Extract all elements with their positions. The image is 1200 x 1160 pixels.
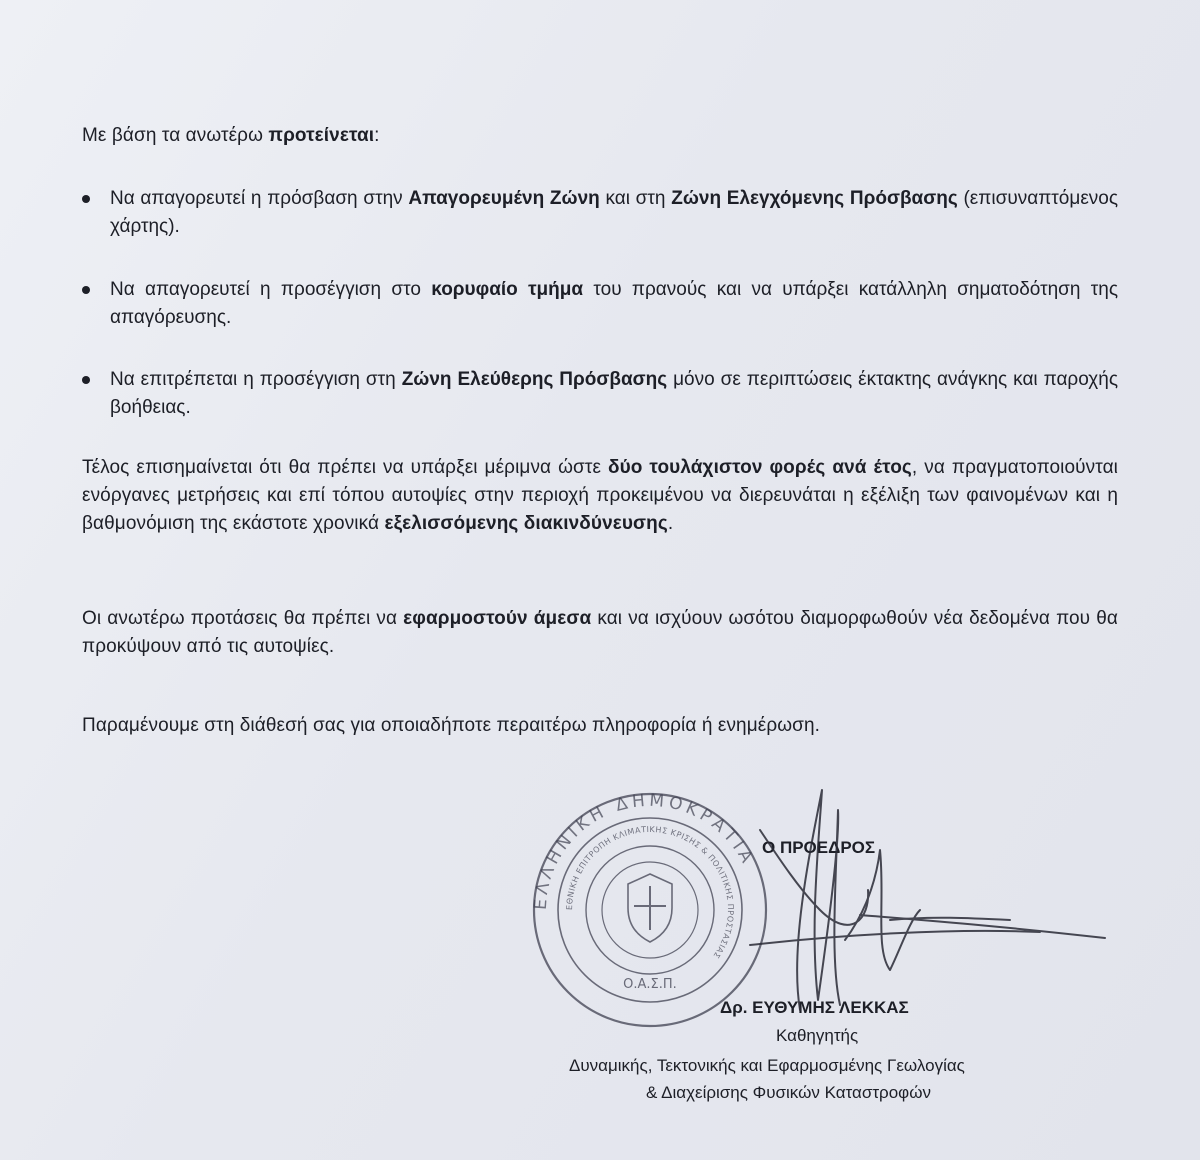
- intro-bold: προτείνεται: [268, 125, 375, 146]
- intro-line: [82, 122, 1118, 150]
- list-item: Να απαγορευτεί η πρόσβαση στην Απαγορευμένη Ζώνη και στη Ζώνη Ελεγχόμενης Πρόσβασης (επισυναπτόμενος χάρτης).: [82, 185, 1118, 241]
- bullet-icon: [82, 195, 90, 203]
- bullet-icon: [82, 286, 90, 294]
- signatory-name: Δρ. ΕΥΘΥΜΗΣ ΛΕΚΚΑΣ: [720, 998, 909, 1017]
- intro-text: Με βάση τα ανωτέρω: [82, 125, 269, 146]
- paragraph-implementation: Οι ανωτέρω προτάσεις θα πρέπει να εφαρμοστούν άμεσα και να ισχύουν ωσότου διαμορφωθούν νέα δεδομένα που θα προκύψουν από τις αυτοψίες.: [82, 608, 1118, 657]
- paragraph-closing: Παραμένουμε στη διάθεσή σας για οποιαδήποτε περαιτέρω πληροφορία ή ενημέρωση.: [82, 715, 821, 736]
- signatory-department: Δυναμικής, Τεκτονικής και Εφαρμοσμένης Γεωλογίας: [569, 1056, 965, 1075]
- stamp-inner-text: ΕΘΝΙΚΗ ΕΠΙΤΡΟΠΗ ΚΛΙΜΑΤΙΚΗΣ ΚΡΙΣΗΣ & ΠΟΛΙΤΙΚΗΣ ΠΡΟΣΤΑΣΙΑΣ: [564, 824, 736, 961]
- handwritten-signature: [690, 770, 1120, 1040]
- list-item: Να απαγορευτεί η προσέγγιση στο κορυφαίο τμήμα του πρανούς και να υπάρξει κατάλληλη σηματοδότηση της απαγόρευσης.: [82, 276, 1118, 332]
- bullet-icon: [82, 376, 90, 384]
- stamp-outer-text: ΕΛΛΗΝΙΚΗ ΔΗΜΟΚΡΑΤΙΑ: [530, 790, 759, 911]
- signatory-department-2: & Διαχείρισης Φυσικών Καταστροφών: [646, 1083, 931, 1102]
- signatory-role: Καθηγητής: [776, 1026, 859, 1045]
- stamp-abbrev: Ο.Α.Σ.Π.: [623, 977, 677, 992]
- paragraph-monitoring: Τέλος επισημαίνεται ότι θα πρέπει να υπάρξει μέριμνα ώστε δύο τουλάχιστον φορές ανά έτος, να πραγματοποιούνται ενόργανες μετρήσεις και επί τόπου αυτοψίες στην περιοχή προκειμένου να διερευνάται η εξέλιξη των φαινομένων και η βαθμονόμιση της εκάστοτε χρονικά εξελισσόμενης διακινδύνευσης.: [82, 457, 1118, 534]
- list-item: Να επιτρέπεται η προσέγγιση στη Ζώνη Ελεύθερης Πρόσβασης μόνο σε περιπτώσεις έκτακτης ανάγκης και παροχής βοήθειας.: [82, 366, 1118, 422]
- intro-colon: :: [374, 125, 380, 146]
- signature-title: Ο ΠΡΟΕΔΡΟΣ: [762, 838, 876, 857]
